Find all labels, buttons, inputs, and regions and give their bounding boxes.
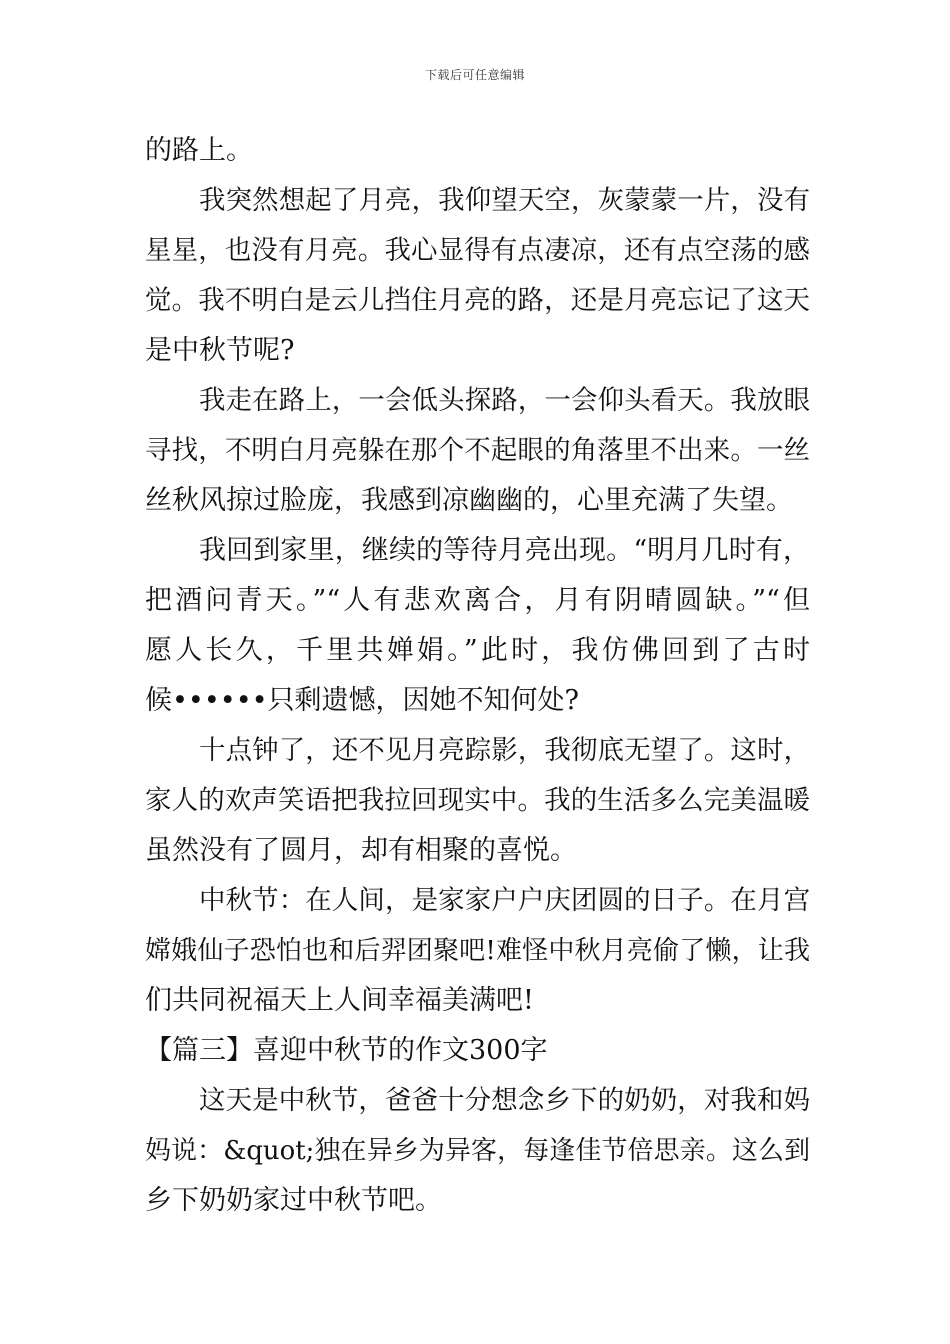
text-line: 乡下奶奶家过中秋节吧。 (145, 1185, 442, 1216)
text-line: 丝秋风掠过脸庞，我感到凉幽幽的，心里充满了失望。 (145, 485, 793, 516)
text-line: 觉。我不明白是云儿挡住月亮的路，还是月亮忘记了这天 (145, 285, 810, 316)
text-line: 的路上。 (145, 135, 253, 166)
text-line: 虽然没有了圆月，却有相聚的喜悦。 (145, 835, 577, 866)
text-line: 我回到家里，继续的等待月亮出现。“明月几时有， (199, 535, 810, 566)
text-line: 星星，也没有月亮。我心显得有点凄凉，还有点空荡的感 (145, 235, 810, 266)
text-line: 愿人长久，千里共婵娟。”此时，我仿佛回到了古时 (145, 635, 810, 666)
text-line: 【篇三】喜迎中秋节的作文300字 (145, 1035, 548, 1066)
article-body (145, 126, 810, 1226)
text-line: 寻找，不明白月亮躲在那个不起眼的角落里不出来。一丝 (145, 435, 810, 466)
text-line: 们共同祝福天上人间幸福美满吧! (145, 985, 534, 1016)
text-line: 我突然想起了月亮，我仰望天空，灰蒙蒙一片，没有 (199, 185, 810, 216)
text-line: 我走在路上，一会低头探路，一会仰头看天。我放眼 (199, 385, 810, 416)
text-line: 候••••••只剩遗憾，因她不知何处? (145, 685, 580, 716)
text-line: 十点钟了，还不见月亮踪影，我彻底无望了。这时， (199, 735, 810, 766)
page-header: 下载后可任意编辑 (424, 68, 525, 82)
text-line: 是中秋节呢? (145, 335, 295, 366)
text-line: 妈说：&quot;独在异乡为异客，每逢佳节倍思亲。这么到 (145, 1136, 810, 1166)
text-line: 把酒问青天。”“人有悲欢离合，月有阴晴圆缺。”“但 (145, 585, 810, 616)
text-line: 中秋节：在人间，是家家户户庆团圆的日子。在月宫 (199, 885, 810, 916)
text-line: 嫦娥仙子恐怕也和后羿团聚吧!难怪中秋月亮偷了懒，让我 (145, 936, 810, 966)
text-line: 家人的欢声笑语把我拉回现实中。我的生活多么完美温暖 (145, 785, 810, 816)
text-line: 这天是中秋节，爸爸十分想念乡下的奶奶，对我和妈 (199, 1085, 810, 1116)
